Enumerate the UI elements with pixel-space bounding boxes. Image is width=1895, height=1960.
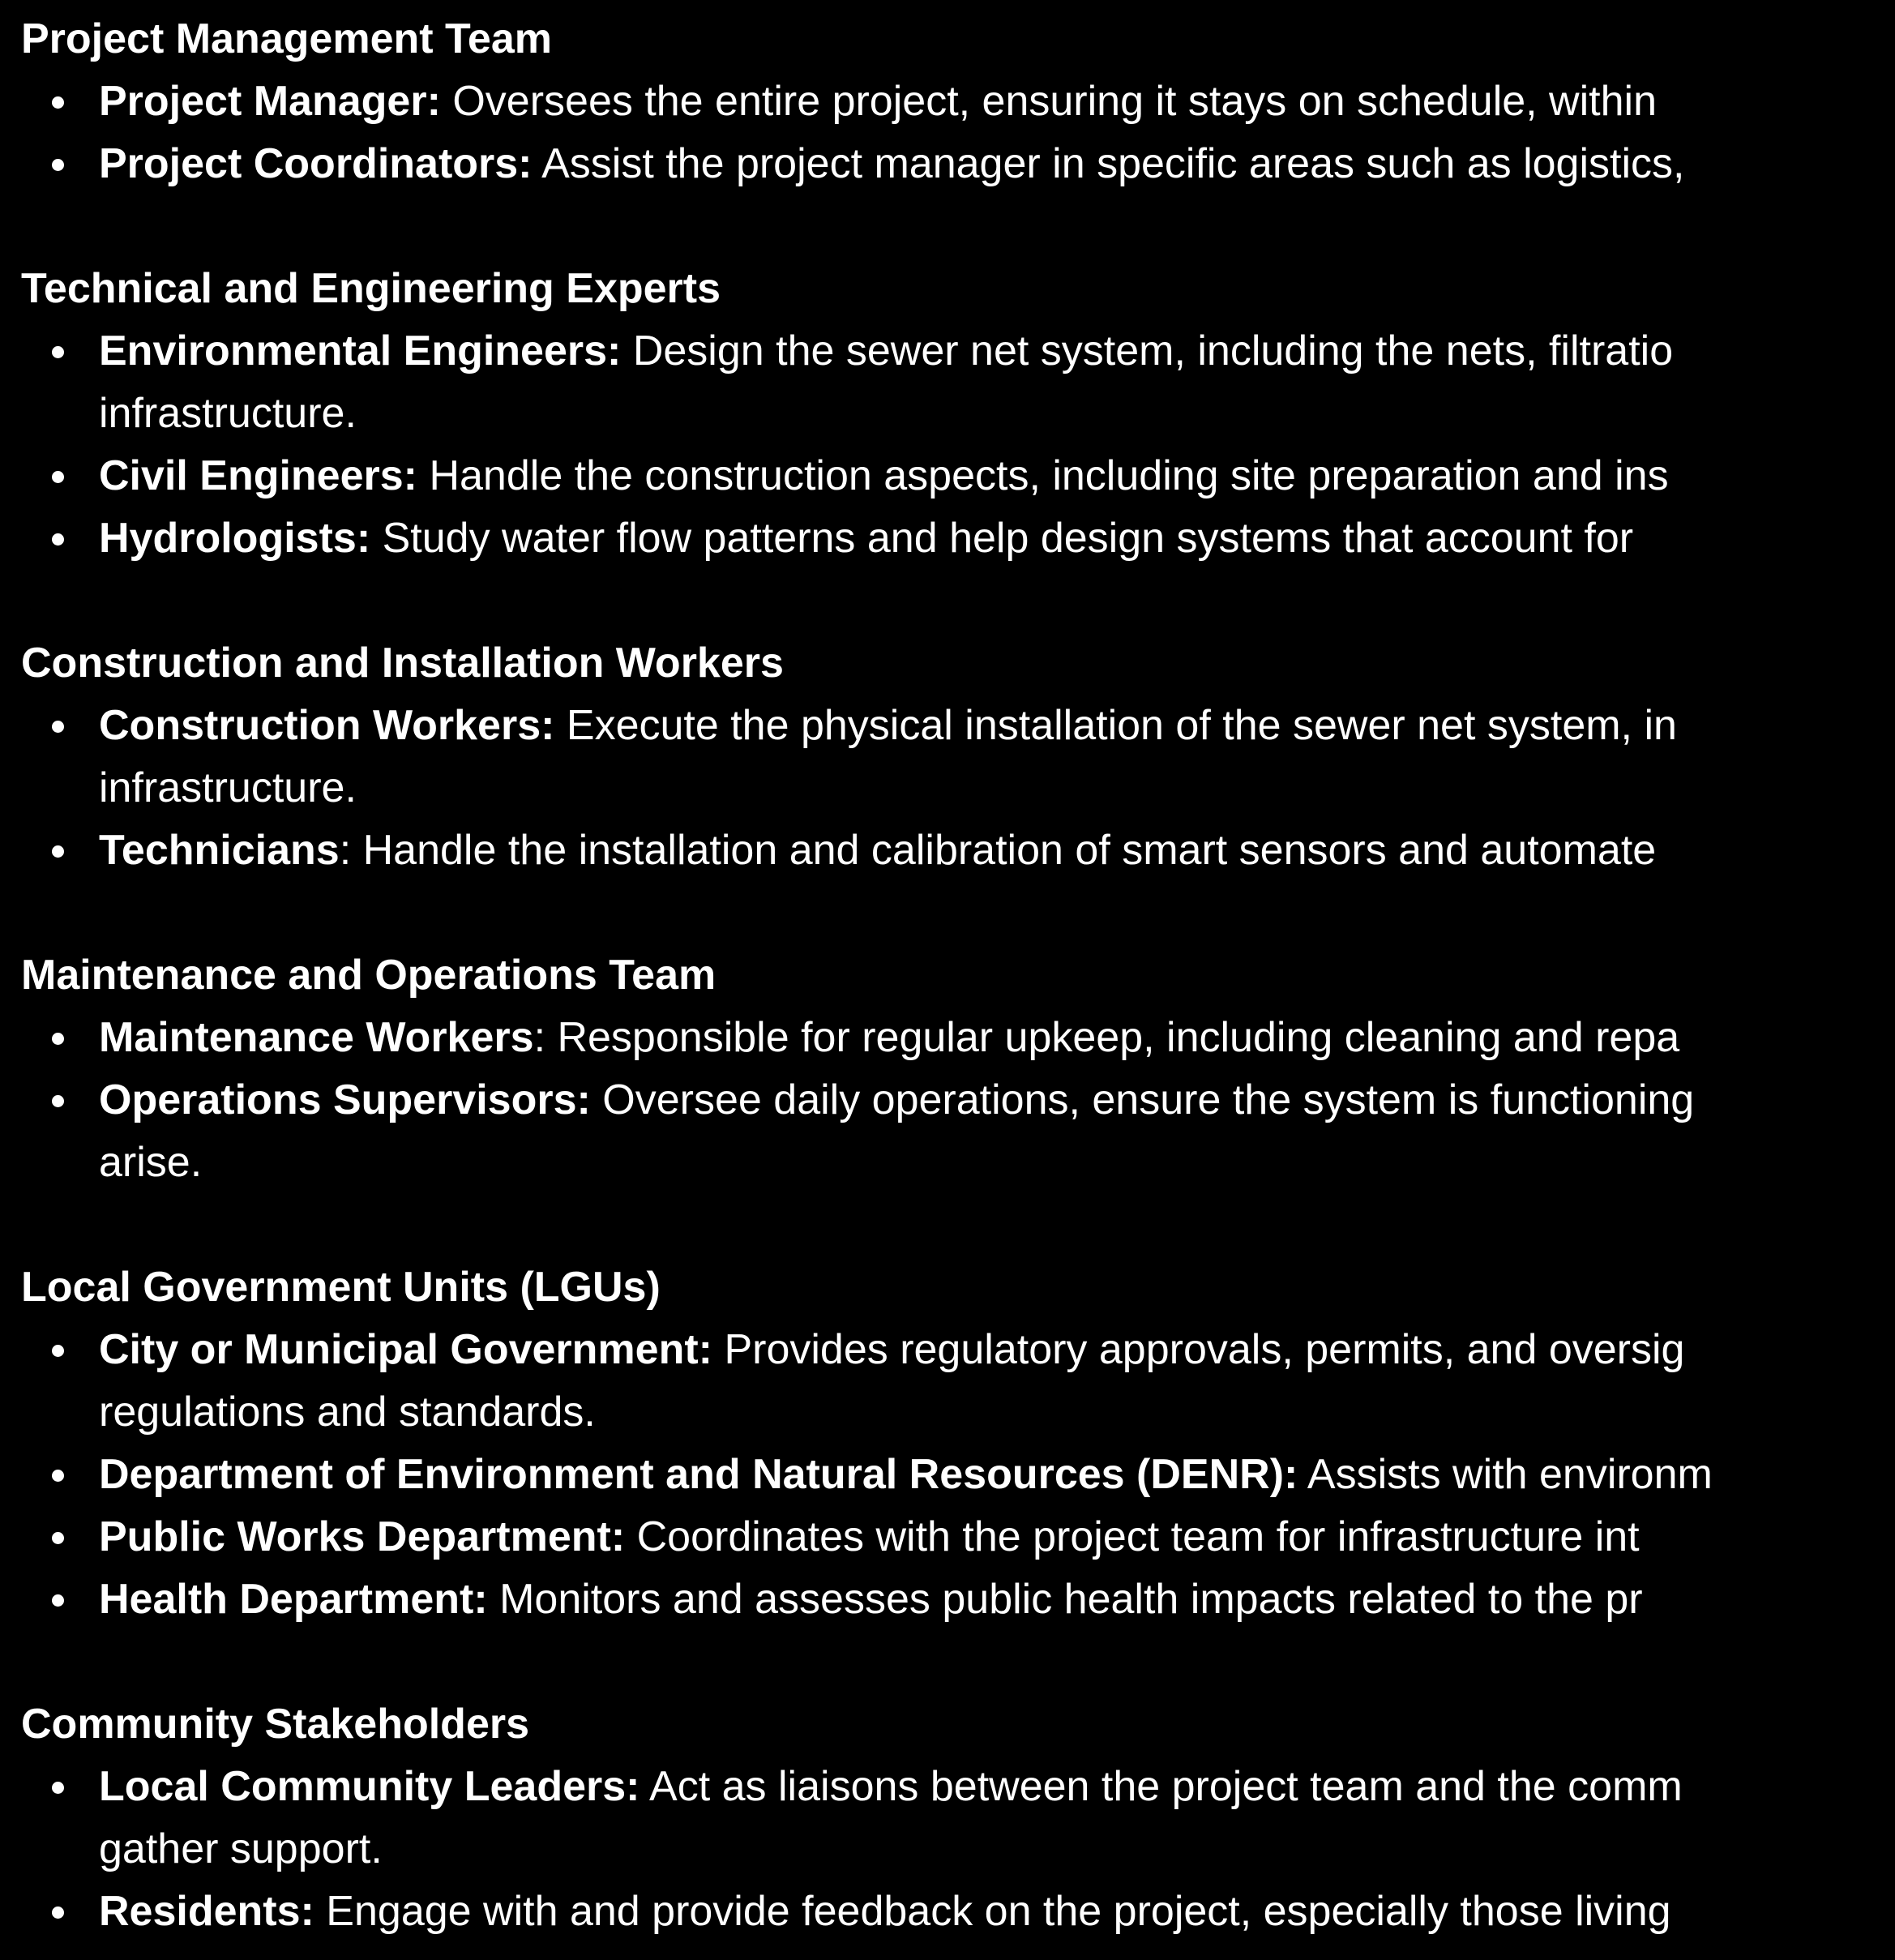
list-item [21,1007,1895,1069]
item-line [99,1756,1895,1818]
item-term: Technicians [99,827,340,874]
item-term: Project Manager: [99,78,441,125]
item-description: Oversee daily operations, ensure the system is functioning [602,1076,1695,1123]
list-item [21,445,1895,507]
item-line [99,820,1895,882]
item-term: Civil Engineers: [99,452,417,499]
bullet-list [21,1007,1895,1194]
item-line [99,71,1895,133]
section-technical-and-engineering-experts [21,258,1895,570]
section-heading: Local Government Units (LGUs) [21,1264,661,1311]
bullet-dot-icon [52,346,64,358]
item-description: Coordinates with the project team for infrastructure int [636,1513,1640,1560]
item-description: Monitors and assesses public health impacts related to the pr [499,1576,1643,1623]
item-term: Environmental Engineers: [99,327,622,374]
bullet-list [21,1319,1895,1631]
section-heading: Maintenance and Operations Team [21,952,717,999]
item-description: Execute the physical installation of the sewer net system, in [566,702,1677,749]
list-item [21,71,1895,133]
section-heading: Community Stakeholders [21,1701,530,1748]
item-description: regulations and standards. [99,1389,596,1436]
bullet-dot-icon [52,1033,64,1045]
item-line [99,320,1895,383]
bullet-dot-icon [52,1095,64,1107]
item-description: infrastructure. [99,764,357,811]
item-description: Design the sewer net system, including the nets, filtratio [632,327,1674,374]
bullet-dot-icon [52,1782,64,1794]
bullet-dot-icon [52,1470,64,1482]
list-item [21,1319,1895,1444]
item-description: Oversees the entire project, ensuring it stays on schedule, within [452,78,1657,125]
list-item [21,820,1895,882]
section-local-government-units-lgus [21,1256,1895,1631]
bullet-dot-icon [52,721,64,733]
item-term: Public Works Department: [99,1513,626,1560]
bullet-dot-icon [52,471,64,483]
bullet-list [21,695,1895,882]
bullet-list [21,71,1895,195]
item-line [99,1319,1895,1381]
list-item [21,1444,1895,1506]
item-line [99,1881,1895,1943]
item-line [99,1132,1895,1194]
bullet-dot-icon [52,1907,64,1919]
list-item [21,320,1895,445]
bullet-dot-icon [52,845,64,858]
item-description: Assist the project manager in specific areas such as logistics, [541,140,1685,187]
list-item [21,1506,1895,1568]
item-term: Residents: [99,1888,314,1935]
list-item [21,1756,1895,1881]
item-term: Hydrologists: [99,515,371,562]
section-community-stakeholders [21,1693,1895,1943]
list-item [21,1568,1895,1631]
item-line [99,1007,1895,1069]
item-line [99,133,1895,195]
item-term: City or Municipal Government: [99,1326,712,1373]
bullet-dot-icon [52,1594,64,1607]
item-term: Operations Supervisors: [99,1076,591,1123]
item-term: Construction Workers: [99,702,555,749]
document-body [21,8,1895,1943]
bullet-dot-icon [52,1532,64,1544]
item-description: Act as liaisons between the project team and the comm [649,1763,1683,1810]
bullet-list [21,320,1895,570]
bullet-dot-icon [52,96,64,109]
item-line [99,1444,1895,1506]
item-line [99,383,1895,445]
item-term: Project Coordinators: [99,140,533,187]
item-line [99,757,1895,820]
section-construction-and-installation-workers [21,632,1895,882]
section-heading: Project Management Team [21,15,553,62]
item-description: gather support. [99,1825,383,1872]
item-line [99,507,1895,570]
item-description: : Handle the installation and calibration of smart sensors and automate [339,827,1657,874]
item-description: Engage with and provide feedback on the project, especially those living [326,1888,1671,1935]
item-line [99,445,1895,507]
bullet-dot-icon [52,159,64,171]
item-line [99,1069,1895,1132]
item-term: Health Department: [99,1576,488,1623]
item-line [99,1568,1895,1631]
bullet-dot-icon [52,533,64,546]
item-description: : Responsible for regular upkeep, including cleaning and repa [533,1014,1680,1061]
list-item [21,1881,1895,1943]
section-heading: Technical and Engineering Experts [21,265,721,312]
item-term: Local Community Leaders: [99,1763,640,1810]
item-description: arise. [99,1139,203,1186]
item-line [99,1506,1895,1568]
list-item [21,507,1895,570]
item-description: infrastructure. [99,390,357,437]
item-description: Provides regulatory approvals, permits, and oversig [724,1326,1685,1373]
list-item [21,133,1895,195]
list-item [21,1069,1895,1194]
section-maintenance-and-operations-team [21,944,1895,1194]
item-line [99,1381,1895,1444]
list-item [21,695,1895,820]
item-term: Maintenance Workers [99,1014,534,1061]
section-heading: Construction and Installation Workers [21,640,784,687]
item-term: Department of Environment and Natural Resources (DENR): [99,1451,1298,1498]
item-description: Handle the construction aspects, including site preparation and ins [429,452,1669,499]
bullet-dot-icon [52,1345,64,1357]
bullet-list [21,1756,1895,1943]
item-description: Study water flow patterns and help design systems that account for [382,515,1634,562]
section-project-management-team [21,8,1895,195]
item-description: Assists with environm [1307,1451,1713,1498]
item-line [99,1818,1895,1881]
item-line [99,695,1895,757]
